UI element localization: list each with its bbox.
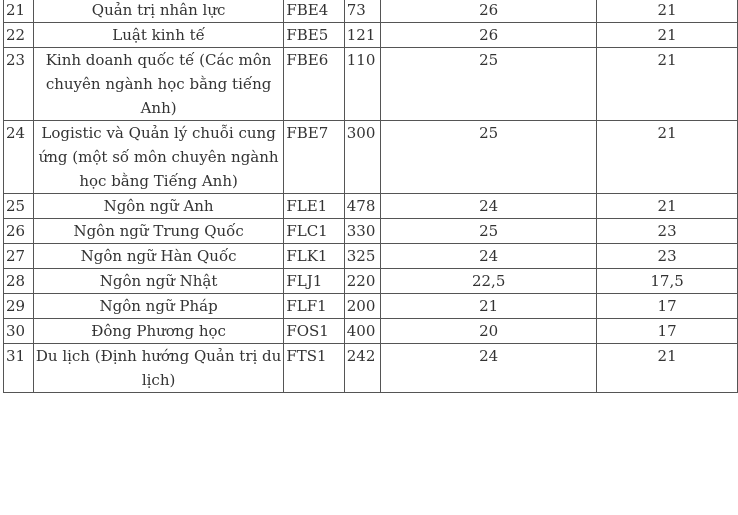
program-name: Ngôn ngữ Trung Quốc (33, 219, 283, 244)
quota: 300 (344, 121, 380, 194)
score-2: 21 (597, 344, 738, 393)
row-number: 25 (4, 194, 34, 219)
table-row (4, 294, 738, 319)
program-code: FLK1 (284, 244, 344, 269)
program-code: FBE7 (284, 121, 344, 194)
table-row (4, 48, 738, 121)
program-name: Logistic và Quản lý chuỗi cung ứng (một số môn chuyên ngành học bằng Tiếng Anh) (33, 121, 283, 194)
row-number: 31 (4, 344, 34, 393)
score-2: 17 (597, 294, 738, 319)
quota: 110 (344, 48, 380, 121)
quota: 73 (344, 0, 380, 23)
program-code: FBE5 (284, 23, 344, 48)
table-row (4, 344, 738, 393)
row-number: 28 (4, 269, 34, 294)
quota: 330 (344, 219, 380, 244)
score-2: 21 (597, 0, 738, 23)
program-code: FLF1 (284, 294, 344, 319)
row-number: 22 (4, 23, 34, 48)
score-1: 24 (381, 244, 597, 269)
quota: 400 (344, 319, 380, 344)
row-number: 21 (4, 0, 34, 23)
row-number: 30 (4, 319, 34, 344)
program-code: FTS1 (284, 344, 344, 393)
quota: 121 (344, 23, 380, 48)
score-2: 23 (597, 244, 738, 269)
score-2: 17 (597, 319, 738, 344)
program-name: Du lịch (Định hướng Quản trị du lịch) (33, 344, 283, 393)
program-name: Luật kinh tế (33, 23, 283, 48)
score-1: 24 (381, 194, 597, 219)
row-number: 26 (4, 219, 34, 244)
program-code: FBE4 (284, 0, 344, 23)
quota: 242 (344, 344, 380, 393)
score-1: 21 (381, 294, 597, 319)
table-row (4, 219, 738, 244)
row-number: 29 (4, 294, 34, 319)
score-2: 17,5 (597, 269, 738, 294)
program-name: Quản trị nhân lực (33, 0, 283, 23)
quota: 478 (344, 194, 380, 219)
table-row (4, 0, 738, 23)
quota: 325 (344, 244, 380, 269)
program-name: Ngôn ngữ Nhật (33, 269, 283, 294)
row-number: 27 (4, 244, 34, 269)
row-number: 24 (4, 121, 34, 194)
table-row (4, 194, 738, 219)
score-1: 20 (381, 319, 597, 344)
score-1: 22,5 (381, 269, 597, 294)
program-code: FLC1 (284, 219, 344, 244)
program-name: Ngôn ngữ Anh (33, 194, 283, 219)
program-code: FLE1 (284, 194, 344, 219)
program-name: Ngôn ngữ Hàn Quốc (33, 244, 283, 269)
table-row (4, 121, 738, 194)
score-1: 25 (381, 219, 597, 244)
score-1: 26 (381, 23, 597, 48)
score-2: 23 (597, 219, 738, 244)
program-name: Kinh doanh quốc tế (Các môn chuyên ngành học bằng tiếng Anh) (33, 48, 283, 121)
table-row (4, 23, 738, 48)
quota: 200 (344, 294, 380, 319)
score-1: 25 (381, 121, 597, 194)
program-code: FOS1 (284, 319, 344, 344)
program-code: FLJ1 (284, 269, 344, 294)
score-2: 21 (597, 121, 738, 194)
program-code: FBE6 (284, 48, 344, 121)
score-1: 26 (381, 0, 597, 23)
table-row (4, 244, 738, 269)
table-row (4, 319, 738, 344)
program-name: Đông Phương học (33, 319, 283, 344)
row-number: 23 (4, 48, 34, 121)
score-1: 25 (381, 48, 597, 121)
score-2: 21 (597, 194, 738, 219)
admission-score-table (3, 0, 738, 393)
score-2: 21 (597, 23, 738, 48)
program-name: Ngôn ngữ Pháp (33, 294, 283, 319)
score-2: 21 (597, 48, 738, 121)
quota: 220 (344, 269, 380, 294)
score-1: 24 (381, 344, 597, 393)
table-row (4, 269, 738, 294)
